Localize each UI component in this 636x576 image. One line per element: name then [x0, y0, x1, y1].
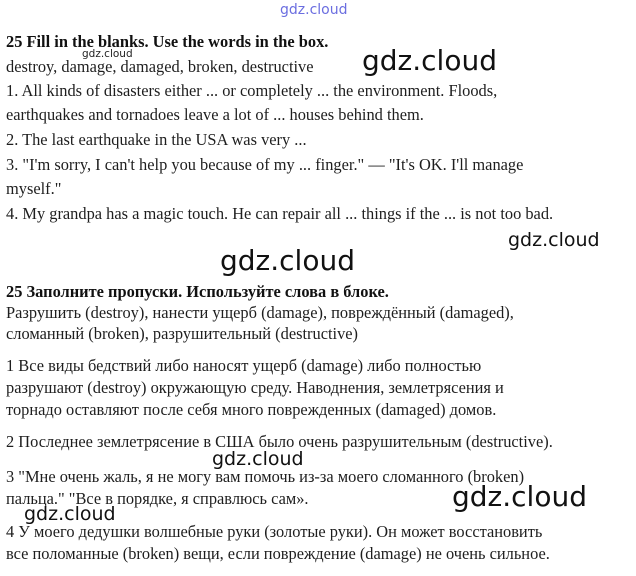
- exercise-line-1: 1. All kinds of disasters either ... or completely ... the environment. Floods,: [6, 81, 498, 100]
- answer-line-3: торнадо оставляют после себя много поврежденных (damaged) домов.: [6, 400, 497, 419]
- answer-line-2: разрушают (destroy) окружающую среду. Наводнения, землетрясения и: [6, 378, 504, 397]
- watermark-top: gdz.cloud: [280, 2, 348, 18]
- watermark-large-1: gdz.cloud: [362, 44, 497, 77]
- exercise-line-4: 3. "I'm sorry, I can't help you because of my ... finger." — "It's OK. I'll manage: [6, 155, 524, 174]
- exercise-line-2: earthquakes and tornadoes leave a lot of ... houses behind them.: [6, 105, 424, 124]
- answer-line-7: 4 У моего дедушки волшебные руки (золотые руки). Он может восстановить: [6, 522, 543, 541]
- answer-line-8: все поломанные (broken) вещи, если повреждение (damage) не очень сильное.: [6, 544, 550, 563]
- watermark-large-3: gdz.cloud: [452, 480, 587, 513]
- exercise-line-5: myself.": [6, 179, 62, 198]
- exercise-heading-ru: 25 Заполните пропуски. Используйте слова в блоке.: [6, 282, 389, 301]
- answer-line-6: пальца." "Все в порядке, я справлюсь сам».: [6, 489, 309, 508]
- word-box: destroy, damage, damaged, broken, destructive: [6, 57, 314, 76]
- watermark-medium-2: gdz.cloud: [212, 448, 304, 470]
- word-line-ru-1: Разрушить (destroy), нанести ущерб (damage), повреждённый (damaged),: [6, 303, 514, 322]
- watermark-medium-3: gdz.cloud: [24, 503, 116, 525]
- answer-line-5: 3 "Мне очень жаль, я не могу вам помочь из-за моего сломанного (broken): [6, 467, 525, 486]
- watermark-medium-1: gdz.cloud: [508, 229, 600, 251]
- word-line-ru-2: сломанный (broken), разрушительный (destructive): [6, 324, 359, 343]
- watermark-large-2: gdz.cloud: [220, 244, 355, 277]
- exercise-heading-en: 25 Fill in the blanks. Use the words in the box.: [6, 32, 329, 51]
- exercise-line-3: 2. The last earthquake in the USA was very ...: [6, 130, 307, 149]
- exercise-line-6: 4. My grandpa has a magic touch. He can repair all ... things if the ... is not too bad.: [6, 204, 554, 223]
- answer-line-1: 1 Все виды бедствий либо наносят ущерб (damage) либо полностью: [6, 356, 482, 375]
- answer-line-4: 2 Последнее землетрясение в США было очень разрушительным (destructive).: [6, 432, 553, 451]
- watermark-small: gdz.cloud: [82, 48, 133, 60]
